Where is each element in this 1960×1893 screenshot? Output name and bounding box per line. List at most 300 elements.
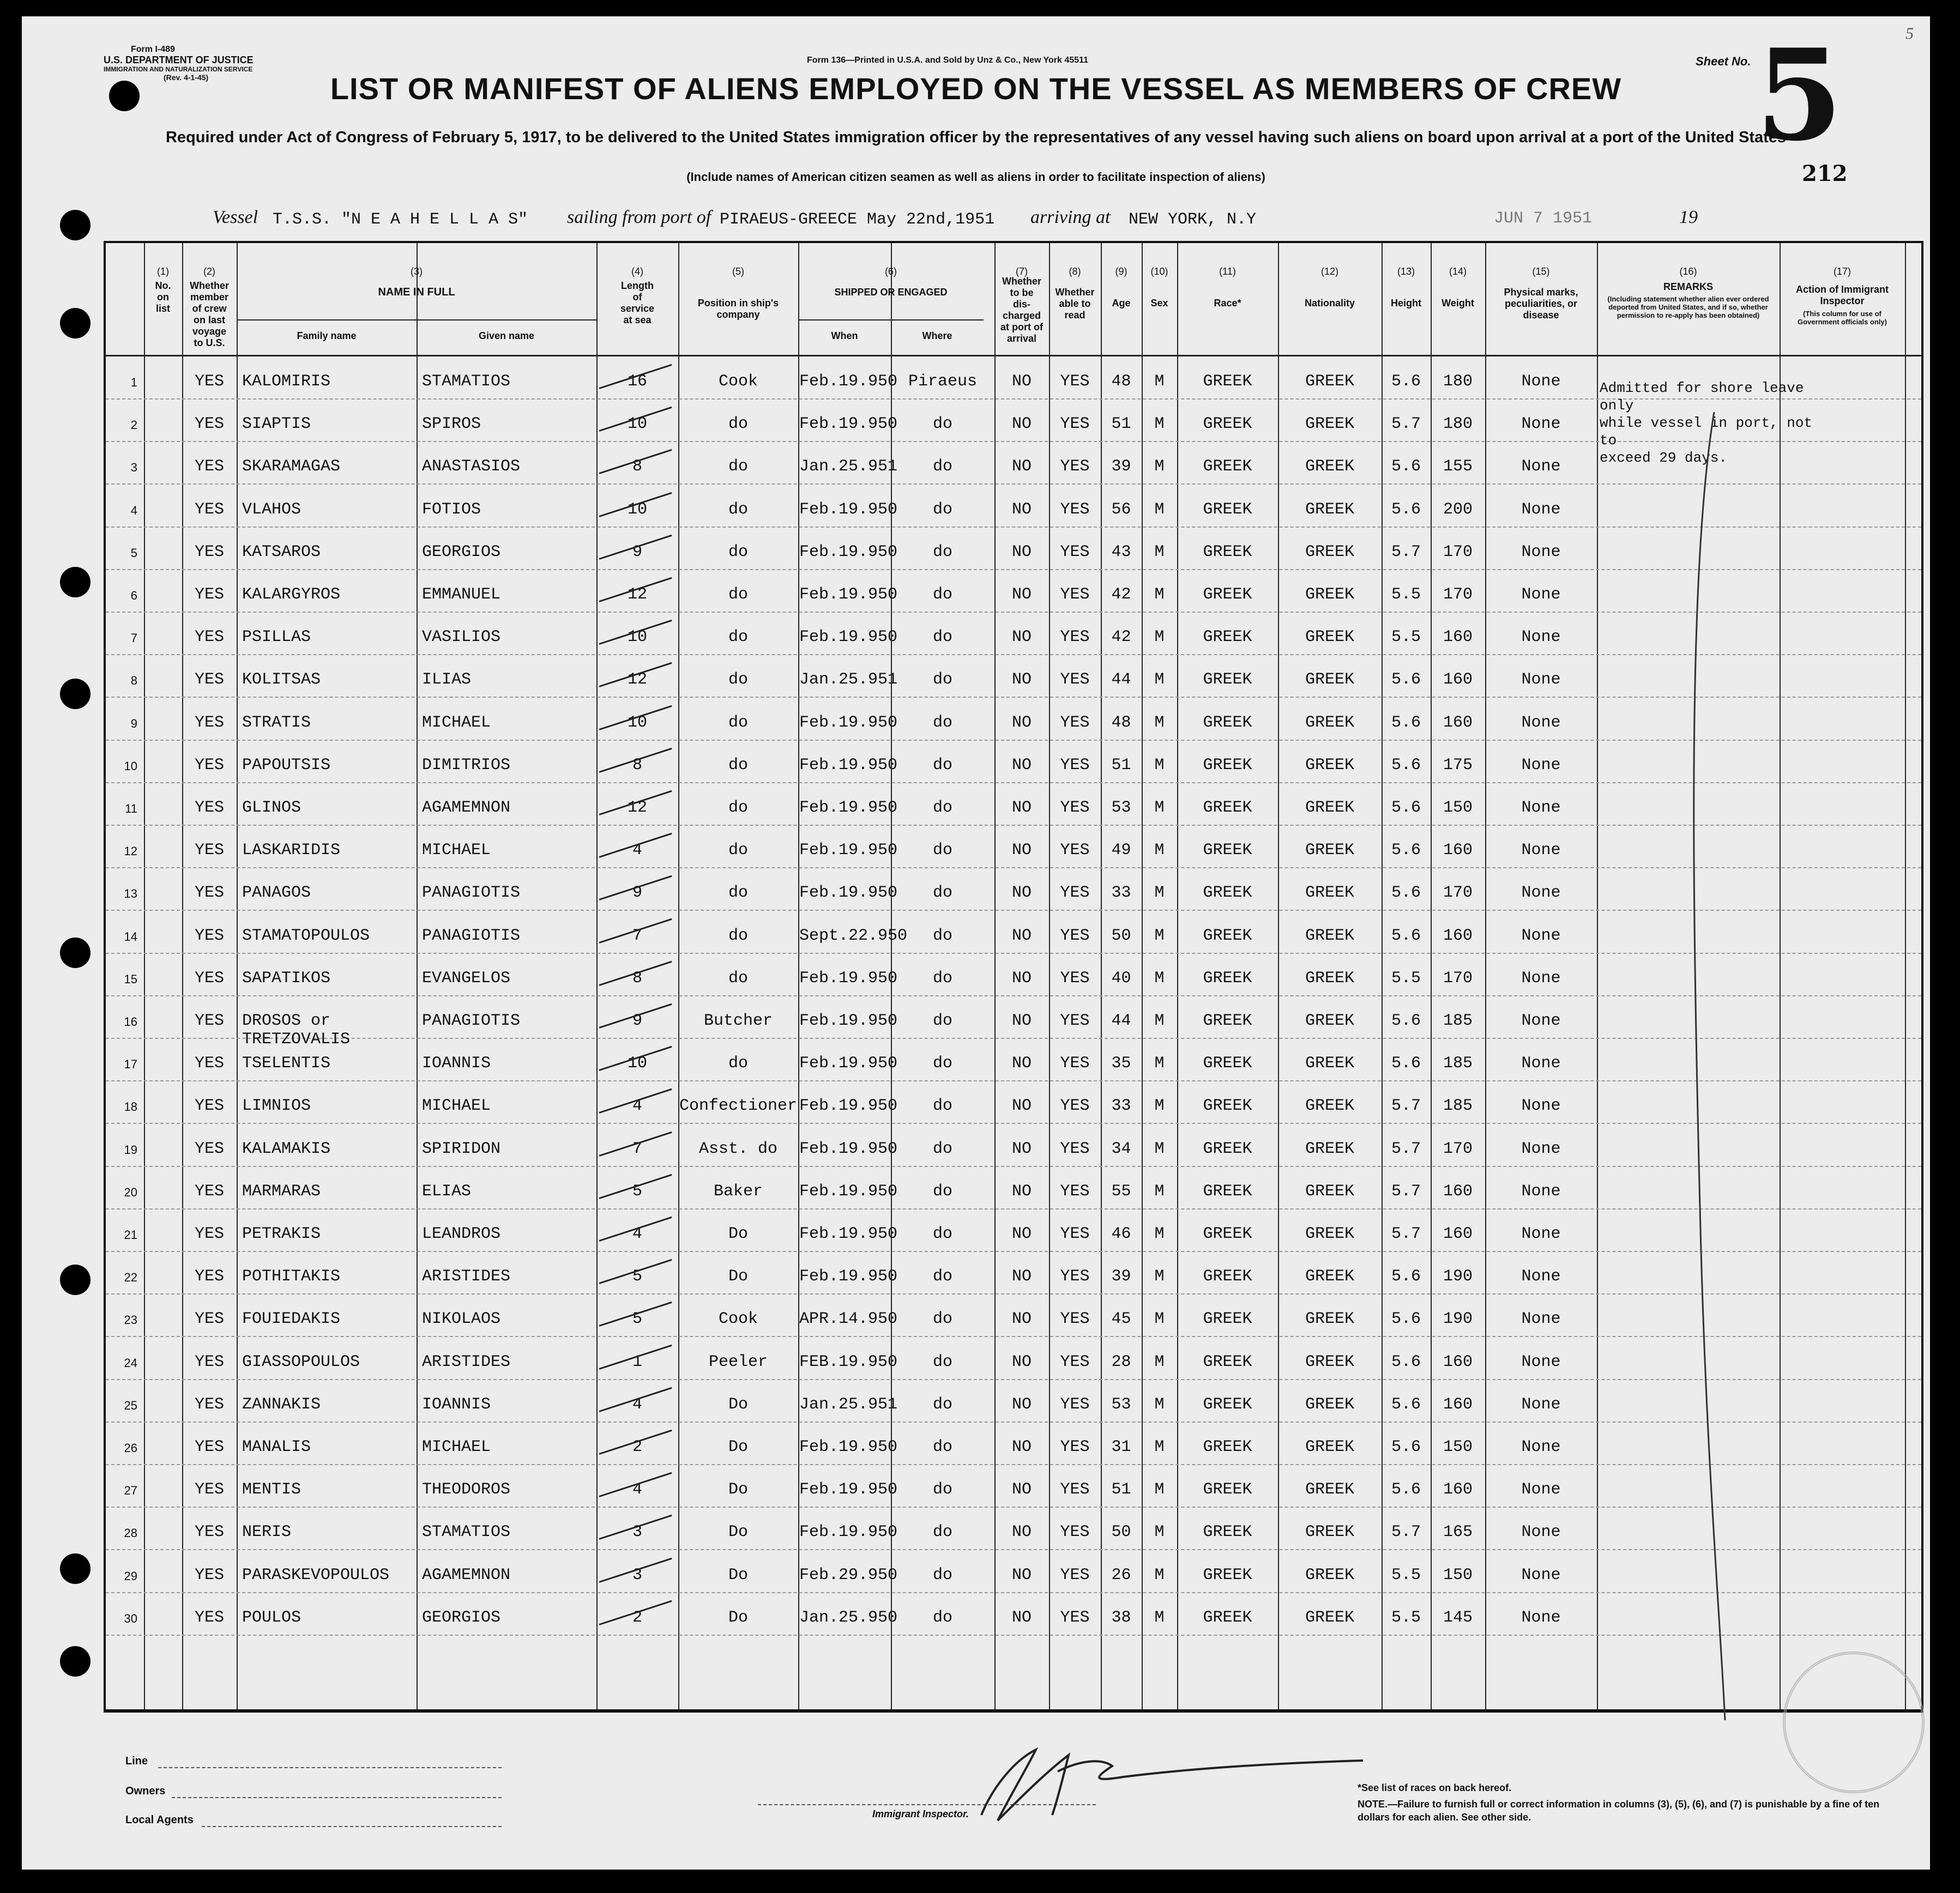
given-name-cell: IOANNIS <box>422 1395 491 1414</box>
row-number: 4 <box>130 503 137 517</box>
row-separator <box>106 1293 1921 1295</box>
shipped-where-cell: do <box>932 1097 952 1116</box>
given-name-cell: MICHAEL <box>422 841 491 860</box>
row-number: 18 <box>124 1100 137 1114</box>
service-cell: 4 <box>632 1480 642 1499</box>
read-cell: YES <box>1060 841 1090 860</box>
given-name-cell: AGAMEMNON <box>422 1565 511 1584</box>
row-number: 20 <box>124 1185 137 1199</box>
race-cell: GREEK <box>1203 926 1252 945</box>
shipped-when-cell: Feb.19.950 <box>799 755 898 775</box>
nationality-cell: GREEK <box>1305 755 1354 775</box>
shipped-when-cell: Feb.19.950 <box>799 1438 898 1456</box>
col-header-weight: Weight <box>1442 298 1474 309</box>
marks-cell: None <box>1521 1054 1561 1073</box>
given-name-cell: PANAGIOTIS <box>422 926 521 945</box>
col-header-given: Given name <box>478 330 535 341</box>
marks-cell: None <box>1521 1267 1561 1286</box>
race-cell: GREEK <box>1203 1182 1252 1201</box>
height-cell: 5.6 <box>1391 1352 1421 1371</box>
height-cell: 5.6 <box>1391 500 1421 519</box>
inspector-signature <box>916 1739 1407 1826</box>
col-num: (5) <box>732 266 744 277</box>
page-subtitle: Required under Act of Congress of February 5, 1917, to be delivered to the United States immigration officer by the representatives of any vessel having such aliens on board upon arrival at a port of the United States <box>165 129 1787 146</box>
row-number: 25 <box>124 1398 137 1412</box>
service-cell: 9 <box>632 884 642 903</box>
weight-cell: 160 <box>1443 1225 1473 1243</box>
prev-voyage-cell: YES <box>194 1438 224 1456</box>
sex-cell: M <box>1154 1182 1165 1201</box>
row-number: 30 <box>124 1611 137 1625</box>
sailing-label: sailing from port of <box>567 207 711 227</box>
marks-cell: None <box>1521 1523 1561 1542</box>
prev-voyage-cell: YES <box>194 1565 224 1584</box>
position-cell: Do <box>728 1565 748 1584</box>
shipped-when-cell: Feb.19.950 <box>799 969 898 988</box>
marks-cell: None <box>1521 542 1561 561</box>
shipped-when-cell: Feb.19.950 <box>799 415 898 434</box>
read-cell: YES <box>1060 585 1090 604</box>
department: U.S. DEPARTMENT OF JUSTICE <box>104 55 254 65</box>
nationality-cell: GREEK <box>1305 799 1354 817</box>
sex-cell: M <box>1154 415 1165 434</box>
discharge-cell: NO <box>1011 415 1032 434</box>
age-cell: 44 <box>1111 670 1131 690</box>
prev-voyage-cell: YES <box>194 969 224 988</box>
nationality-cell: GREEK <box>1305 1395 1354 1414</box>
family-name-cell: KALAMAKIS <box>242 1139 331 1158</box>
prev-voyage-cell: YES <box>194 926 224 945</box>
shipped-where-cell: do <box>932 926 952 945</box>
height-cell: 5.7 <box>1391 1523 1421 1542</box>
weight-cell: 160 <box>1443 1182 1473 1201</box>
year-label: 19 <box>1679 207 1698 227</box>
marks-cell: None <box>1521 415 1561 434</box>
given-name-cell: FOTIOS <box>422 500 481 519</box>
shipped-when-cell: Sept.22.950 <box>799 926 908 945</box>
sheet-label: Sheet No. <box>1696 55 1751 68</box>
family-name-cell: SKARAMAGAS <box>242 457 341 476</box>
read-cell: YES <box>1060 1395 1090 1414</box>
family-name-cell: ZANNAKIS <box>242 1395 321 1414</box>
col-divider <box>237 243 238 1709</box>
nationality-cell: GREEK <box>1305 1054 1354 1073</box>
sheet-number: 5 <box>1756 22 1843 169</box>
service-cell: 10 <box>627 1054 647 1073</box>
sex-cell: M <box>1154 628 1165 647</box>
race-cell: GREEK <box>1203 585 1252 604</box>
race-cell: GREEK <box>1203 969 1252 988</box>
nationality-cell: GREEK <box>1305 372 1354 391</box>
height-cell: 5.6 <box>1391 713 1421 732</box>
nationality-cell: GREEK <box>1305 1139 1354 1158</box>
col-num: (9) <box>1115 266 1127 277</box>
col-header-position: Position in ship's company <box>697 298 779 320</box>
race-cell: GREEK <box>1203 1395 1252 1414</box>
race-cell: GREEK <box>1203 372 1252 391</box>
shipped-when-cell: Feb.19.950 <box>799 1054 898 1073</box>
row-separator <box>106 1635 1921 1636</box>
age-cell: 48 <box>1111 713 1131 732</box>
shipped-where-cell: do <box>932 1523 952 1542</box>
prev-voyage-cell: YES <box>194 415 224 434</box>
col-header-read: Whether able to read <box>1055 287 1095 320</box>
age-cell: 35 <box>1111 1054 1131 1073</box>
sex-cell: M <box>1154 1352 1165 1371</box>
age-cell: 39 <box>1111 457 1131 476</box>
row-separator <box>106 825 1921 826</box>
discharge-cell: NO <box>1011 926 1032 945</box>
age-cell: 50 <box>1111 926 1131 945</box>
binder-hole <box>60 1265 91 1295</box>
race-cell: GREEK <box>1203 799 1252 817</box>
manifest-sheet <box>22 16 1930 1870</box>
sex-cell: M <box>1154 372 1165 391</box>
col-header-height: Height <box>1391 298 1421 309</box>
weight-cell: 155 <box>1443 457 1473 476</box>
height-cell: 5.7 <box>1391 415 1421 434</box>
read-cell: YES <box>1060 542 1090 561</box>
sex-cell: M <box>1154 500 1165 519</box>
col-header-remarks: REMARKS <box>1663 281 1713 292</box>
col-header-when: When <box>831 330 858 341</box>
family-name-cell: VLAHOS <box>242 500 301 519</box>
weight-cell: 145 <box>1443 1608 1473 1627</box>
races-note: *See list of races on back hereof. <box>1358 1782 1512 1793</box>
sex-cell: M <box>1154 1438 1165 1456</box>
marks-cell: None <box>1521 841 1561 860</box>
marks-cell: None <box>1521 457 1561 476</box>
shipped-where-cell: do <box>932 415 952 434</box>
col-header-name: NAME IN FULL <box>378 286 455 298</box>
col-header-shipped: SHIPPED OR ENGAGED <box>834 287 948 298</box>
position-cell: do <box>728 841 748 860</box>
sex-cell: M <box>1154 926 1165 945</box>
weight-cell: 160 <box>1443 1480 1473 1499</box>
height-cell: 5.6 <box>1391 884 1421 903</box>
weight-cell: 160 <box>1443 713 1473 732</box>
date-stamp: JUN 7 1951 <box>1494 209 1593 228</box>
col-header-race: Race* <box>1214 298 1241 309</box>
race-cell: GREEK <box>1203 1267 1252 1286</box>
race-cell: GREEK <box>1203 1438 1252 1456</box>
shipped-when-cell: Feb.19.950 <box>799 1225 898 1243</box>
position-cell: do <box>728 713 748 732</box>
row-number: 3 <box>130 461 137 475</box>
family-name-cell: KALARGYROS <box>242 585 341 604</box>
age-cell: 51 <box>1111 1480 1131 1499</box>
service-cell: 9 <box>632 1012 642 1030</box>
discharge-cell: NO <box>1011 1438 1032 1456</box>
read-cell: YES <box>1060 1054 1090 1073</box>
position-cell: Do <box>728 1608 748 1627</box>
sex-cell: M <box>1154 799 1165 817</box>
prev-voyage-cell: YES <box>194 1352 224 1371</box>
shipped-where-cell: do <box>932 1012 952 1030</box>
col-header-family: Family name <box>297 330 357 341</box>
discharge-cell: NO <box>1011 1310 1032 1329</box>
discharge-cell: NO <box>1011 1182 1032 1201</box>
race-cell: GREEK <box>1203 1139 1252 1158</box>
shipped-where-cell: do <box>932 500 952 519</box>
family-name-cell: PSILLAS <box>242 628 311 647</box>
service-cell: 4 <box>632 1395 642 1414</box>
marks-cell: None <box>1521 1310 1561 1329</box>
sex-cell: M <box>1154 1565 1165 1584</box>
weight-cell: 175 <box>1443 755 1473 775</box>
weight-cell: 165 <box>1443 1523 1473 1542</box>
discharge-cell: NO <box>1011 585 1032 604</box>
weight-cell: 170 <box>1443 884 1473 903</box>
marks-cell: None <box>1521 500 1561 519</box>
weight-cell: 170 <box>1443 969 1473 988</box>
shipped-when-cell: Feb.19.950 <box>799 1480 898 1499</box>
row-separator <box>106 1422 1921 1423</box>
age-cell: 55 <box>1111 1182 1131 1201</box>
col-header-nationality: Nationality <box>1304 298 1355 309</box>
age-cell: 53 <box>1111 799 1131 817</box>
family-name-cell: MANALIS <box>242 1438 311 1456</box>
row-number: 15 <box>124 972 137 986</box>
race-cell: GREEK <box>1203 1310 1252 1329</box>
read-cell: YES <box>1060 755 1090 775</box>
binder-hole <box>60 938 91 968</box>
row-number: 19 <box>124 1142 137 1157</box>
given-name-cell: GEORGIOS <box>422 1608 501 1627</box>
position-cell: do <box>728 628 748 647</box>
col-num: (11) <box>1219 266 1236 277</box>
row-separator <box>106 569 1921 570</box>
row-separator <box>106 1336 1921 1337</box>
service-cell: 2 <box>632 1608 642 1627</box>
prev-voyage-cell: YES <box>194 628 224 647</box>
height-cell: 5.6 <box>1391 372 1421 391</box>
age-cell: 42 <box>1111 628 1131 647</box>
row-separator <box>106 867 1921 868</box>
prev-voyage-cell: YES <box>194 1310 224 1329</box>
family-name-cell: STRATIS <box>242 713 311 732</box>
discharge-cell: NO <box>1011 1097 1032 1116</box>
prev-voyage-cell: YES <box>194 884 224 903</box>
race-cell: GREEK <box>1203 1608 1252 1627</box>
sex-cell: M <box>1154 1225 1165 1243</box>
given-name-cell: ELIAS <box>422 1182 472 1201</box>
col-num: (6) <box>885 266 897 277</box>
read-cell: YES <box>1060 1225 1090 1243</box>
vessel-name: T.S.S. "N E A H E L L A S" <box>273 210 528 229</box>
col-header-remarks-note: (Including statement whether alien ever ordered deported from United States, and if so, whether permission to re-apply has been obtained) <box>1607 295 1769 319</box>
height-cell: 5.6 <box>1391 670 1421 690</box>
age-cell: 38 <box>1111 1608 1131 1627</box>
race-cell: GREEK <box>1203 1097 1252 1116</box>
discharge-cell: NO <box>1011 1608 1032 1627</box>
nationality-cell: GREEK <box>1305 1480 1354 1499</box>
col-divider <box>417 243 418 1709</box>
row-separator <box>106 1549 1921 1550</box>
given-name-cell: ANASTASIOS <box>422 457 521 476</box>
service-cell: 4 <box>632 1097 642 1116</box>
race-cell: GREEK <box>1203 415 1252 434</box>
sex-cell: M <box>1154 1480 1165 1499</box>
discharge-cell: NO <box>1011 1054 1032 1073</box>
discharge-cell: NO <box>1011 969 1032 988</box>
prev-voyage-cell: YES <box>194 372 224 391</box>
row-separator <box>106 1379 1921 1380</box>
marks-cell: None <box>1521 1352 1561 1371</box>
col-header-inspector: Action of Immigrant Inspector <box>1796 284 1889 306</box>
position-cell: Asst. do <box>698 1139 778 1158</box>
service-cell: 12 <box>627 585 647 604</box>
sex-cell: M <box>1154 1608 1165 1627</box>
discharge-cell: NO <box>1011 1480 1032 1499</box>
shipped-where-cell: do <box>932 713 952 732</box>
height-cell: 5.5 <box>1391 969 1421 988</box>
given-name-cell: STAMATIOS <box>422 372 511 391</box>
page-note: (Include names of American citizen seamen as well as aliens in order to facilitate inspection of aliens) <box>686 170 1265 184</box>
weight-cell: 160 <box>1443 628 1473 647</box>
shipped-where-cell: do <box>932 542 952 561</box>
weight-cell: 150 <box>1443 1438 1473 1456</box>
nationality-cell: GREEK <box>1305 415 1354 434</box>
weight-cell: 160 <box>1443 1395 1473 1414</box>
read-cell: YES <box>1060 500 1090 519</box>
col-header-service: Length of service at sea <box>620 280 655 325</box>
read-cell: YES <box>1060 457 1090 476</box>
read-cell: YES <box>1060 1608 1090 1627</box>
race-cell: GREEK <box>1203 713 1252 732</box>
nationality-cell: GREEK <box>1305 1097 1354 1116</box>
age-cell: 44 <box>1111 1012 1131 1030</box>
height-cell: 5.7 <box>1391 542 1421 561</box>
given-name-cell: LEANDROS <box>422 1225 501 1243</box>
marks-cell: None <box>1521 755 1561 775</box>
weight-cell: 190 <box>1443 1310 1473 1329</box>
family-name-cell: SIAPTIS <box>242 415 311 434</box>
marks-cell: None <box>1521 884 1561 903</box>
shipped-when-cell: Feb.19.950 <box>799 1012 898 1030</box>
line-blank <box>158 1767 502 1768</box>
height-cell: 5.6 <box>1391 1395 1421 1414</box>
marks-cell: None <box>1521 1395 1561 1414</box>
row-separator <box>106 697 1921 698</box>
family-name-cell: FOUIEDAKIS <box>242 1310 341 1329</box>
prev-voyage-cell: YES <box>194 1054 224 1073</box>
shipped-where-cell: do <box>932 1182 952 1201</box>
marks-cell: None <box>1521 1225 1561 1243</box>
nationality-cell: GREEK <box>1305 1352 1354 1371</box>
height-cell: 5.7 <box>1391 1097 1421 1116</box>
family-name-cell: STAMATOPOULOS <box>242 926 370 945</box>
discharge-cell: NO <box>1011 1395 1032 1414</box>
given-name-cell: SPIROS <box>422 415 481 434</box>
row-separator <box>106 953 1921 954</box>
col-header-age: Age <box>1112 298 1131 309</box>
age-cell: 28 <box>1111 1352 1131 1371</box>
col-num: (7) <box>1016 266 1028 277</box>
vessel-label: Vessel <box>213 207 258 227</box>
shipped-where-cell: do <box>932 1139 952 1158</box>
binder-hole <box>60 308 91 338</box>
row-separator <box>106 527 1921 528</box>
shipped-when-cell: Feb.19.950 <box>799 841 898 860</box>
shipped-where-cell: Piraeus <box>908 372 978 391</box>
weight-cell: 180 <box>1443 415 1473 434</box>
given-name-cell: STAMATIOS <box>422 1523 511 1542</box>
sex-cell: M <box>1154 1054 1165 1073</box>
position-cell: do <box>728 500 748 519</box>
prev-voyage-cell: YES <box>194 670 224 690</box>
read-cell: YES <box>1060 1438 1090 1456</box>
service-cell: 10 <box>627 500 647 519</box>
position-cell: Cook <box>718 1310 758 1329</box>
family-name-cell: GLINOS <box>242 799 301 817</box>
sex-cell: M <box>1154 542 1165 561</box>
service-cell: 1 <box>632 1352 642 1371</box>
weight-cell: 160 <box>1443 841 1473 860</box>
shipped-when-cell: Feb.19.950 <box>799 1182 898 1201</box>
shipped-when-cell: Feb.29.950 <box>799 1565 898 1584</box>
vessel-line <box>213 207 1728 234</box>
given-name-cell: DIMITRIOS <box>422 755 511 775</box>
binder-hole <box>60 679 91 709</box>
age-cell: 33 <box>1111 1097 1131 1116</box>
col-header-no: No. on list <box>155 280 171 314</box>
marks-cell: None <box>1521 1182 1561 1201</box>
age-cell: 50 <box>1111 1523 1131 1542</box>
family-name-cell: TSELENTIS <box>242 1054 331 1073</box>
row-number: 24 <box>124 1356 137 1370</box>
position-cell: Do <box>728 1395 748 1414</box>
prev-voyage-cell: YES <box>194 1523 224 1542</box>
col-num: (10) <box>1150 266 1168 277</box>
position-cell: Do <box>728 1267 748 1286</box>
row-number: 16 <box>124 1015 137 1029</box>
row-number: 26 <box>124 1441 137 1455</box>
age-cell: 34 <box>1111 1139 1131 1158</box>
shipped-where-cell: do <box>932 755 952 775</box>
service-cell: 10 <box>627 415 647 434</box>
remarks-text: Admitted for shore leave only while vessel in port, not to exceed 29 days. <box>1600 380 1813 466</box>
row-separator <box>106 782 1921 783</box>
prev-voyage-cell: YES <box>194 713 224 732</box>
weight-cell: 185 <box>1443 1012 1473 1030</box>
prev-voyage-cell: YES <box>194 1139 224 1158</box>
marks-cell: None <box>1521 1565 1561 1584</box>
race-cell: GREEK <box>1203 1225 1252 1243</box>
sex-cell: M <box>1154 1267 1165 1286</box>
shipped-where-cell: do <box>932 1352 952 1371</box>
col-num: (13) <box>1397 266 1415 277</box>
row-separator <box>106 910 1921 911</box>
position-cell: Do <box>728 1438 748 1456</box>
sex-cell: M <box>1154 585 1165 604</box>
given-name-cell: SPIRIDON <box>422 1139 501 1158</box>
age-cell: 31 <box>1111 1438 1131 1456</box>
service-cell: 16 <box>627 372 647 391</box>
marks-cell: None <box>1521 713 1561 732</box>
height-cell: 5.7 <box>1391 1182 1421 1201</box>
nationality-cell: GREEK <box>1305 1267 1354 1286</box>
sex-cell: M <box>1154 1097 1165 1116</box>
discharge-cell: NO <box>1011 542 1032 561</box>
shipped-where-cell: do <box>932 628 952 647</box>
marks-cell: None <box>1521 372 1561 391</box>
shipped-where-cell: do <box>932 969 952 988</box>
col-num: (4) <box>631 266 643 277</box>
row-number: 14 <box>124 929 137 944</box>
weight-cell: 185 <box>1443 1054 1473 1073</box>
discharge-cell: NO <box>1011 1267 1032 1286</box>
